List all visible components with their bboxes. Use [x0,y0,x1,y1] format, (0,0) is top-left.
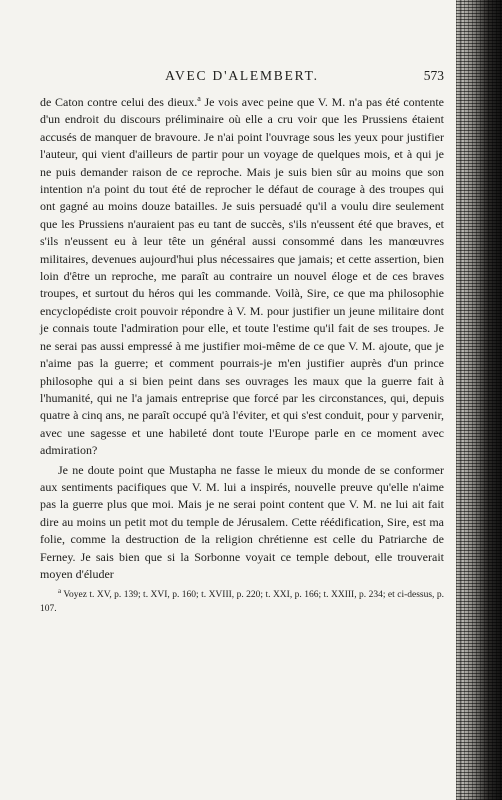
scanned-page-edge [456,0,502,800]
paragraph-1 [40,94,444,460]
book-page [40,68,444,616]
footnote [40,589,444,616]
footnote-reference-marker: a [197,94,201,103]
running-head [40,68,444,90]
body-text [40,94,444,583]
paragraph-1-continuation: Je vois avec peine que V. M. n'a pas été contente d'un endroit du discours préliminaire où elle a cru voir que les Prussiens étaient accusés de manquer de bravoure. Je n'ai point l'ouvrage sous les yeux pour justifier l'auteur, qui vient d'ailleurs de partir pour un voyage de quelques mois, et à qui je ne puis demander raison de ce reproche. Mais je suis bien sûr au moins que son intention n'a point du tout été de reprocher le défaut de courage à des troupes qui ont gagné au moins douze batailles. Je suis persuadé qu'il a voulu dire seulement que les Prussiens n'auraient pas eu tant de succès, s'ils n'eussent été que braves, et s'ils n'eussent eu à leur tête un général aussi consommé dans les manœuvres militaires, devenues aujourd'hui plus nécessaires que jamais; et cette assertion, bien loin d'être un reproche, me paraît au contraire un nouvel éloge et de ces braves troupes, et surtout du héros qui les commande. Voilà, Sire, ce que ma philosophie encyclopédiste croit pouvoir répondre à V. M. pour justifier un jeune militaire dont je connais toute l'admiration pour elle, et toute l'estime qu'il fait de ses troupes. Je ne serai pas aussi empressé à me justifier moi-même de ce que V. M. ajoute, que je n'aime pas la guerre; et comment pourrais-je m'en justifier auprès d'un prince philosophe qui a si bien peint dans ses ouvrages les maux que la guerre fait à l'humanité, qui ne l'a jamais entreprise que forcé par les circonstances, qui, depuis quatre à cinq ans, ne paraît occupé qu'à l'éviter, et qui s'est conduit, pour y parvenir, avec une sagesse et une habileté dont toute l'Europe parle en ce moment avec admiration? [40,95,444,458]
footnote-text: Voyez t. XV, p. 139; t. XVI, p. 160; t. XVIII, p. 220; t. XXI, p. 166; t. XXIII, p. 234; et ci-dessus, p. 107. [40,590,444,614]
running-title: AVEC D'ALEMBERT. [165,68,319,83]
paragraph-2: Je ne doute point que Mustapha ne fasse le mieux du monde de se conformer aux sentiments pacifiques que V. M. lui a inspirés, nouvelle preuve qu'elle n'aime pas la guerre plus que moi. Mais je ne serai point content que V. M. ne lui ait fait dire au moins un petit mot du temple de Jérusalem. Cette réédification, Sire, est ma folie, comme la destruction de la religion chrétienne est celle du Patriarche de Ferney. Je sais bien que si la Sorbonne voyait ce temple debout, elle trouverait moyen d'éluder [40,462,444,581]
footnote-marker: a [58,587,62,596]
paragraph-1-opening: de Caton contre celui des dieux. [40,95,198,109]
page-number: 573 [423,68,444,83]
